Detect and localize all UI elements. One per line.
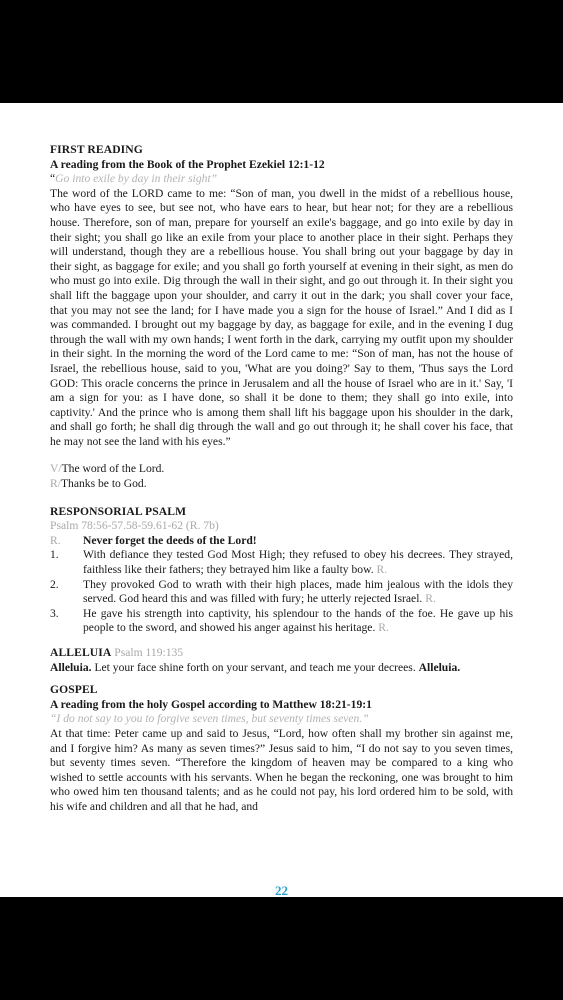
verse-body <box>83 548 513 577</box>
alleluia-reference: Psalm 119:135 <box>114 646 184 659</box>
verse-body <box>83 607 513 636</box>
gospel-heading: GOSPEL <box>50 683 98 697</box>
psalm-response <box>50 534 513 549</box>
alleluia-verse <box>50 661 513 676</box>
alleluia-text: Let your face shine forth on your servant, and teach me your decrees. <box>91 660 419 674</box>
first-reading-heading: FIRST READING <box>50 143 143 156</box>
gospel-body: At that time: Peter came up and said to Jesus, “Lord, how often shall my brother sin against me, and I forgive him? As many as seven times?” Jesus said to him, “I do not say to you seven times, but seventy times seven. “Therefore the kingdom of heaven may be compared to a king who wished to settle accounts with his servants. When he began the reckoning, one was brought to him who owed him ten thousand talents; and as he could not pay, his lord ordered him to be sold, with his wife and children and all that he had, and <box>50 726 513 813</box>
verse-number: 3. <box>50 606 59 620</box>
verse-body <box>83 578 513 607</box>
verse-text: With defiance they tested God Most High; they refused to obey his decrees. They strayed, faithless like their fathers; they betrayed him like a faulty bow. <box>83 548 513 577</box>
alleluia-header <box>50 646 513 661</box>
verse-response-marker: R. <box>378 621 389 635</box>
verse-text: They provoked God to wrath with their high places, made him jealous with the idols they served. God heard this and was filled with fury; he utterly rejected Israel. <box>83 577 513 606</box>
first-reading-body: The word of the LORD came to me: “Son of man, you dwell in the midst of a rebellious house, who have eyes to see, but see not, who have ears to hear, but hear not; for they are a rebellious house. Therefore, son of man, prepare for yourself an exile's baggage, and go into exile by day in their sight; you shall go like an exile from your place to another place in their sight. Perhaps they will understand, though they are a rebellious house. You shall bring out your baggage by day in their sight, as baggage for exile; and you shall go forth yourself at evening in their sight, as men do who must go into exile. Dig through the wall in their sight, and go out through it. In their sight you shall lift the baggage upon your shoulder, and carry it out in the dark; you shall cover your face, that you may not see the land; for I have made you a sign for the house of Israel.” And I did as I was commanded. I brought out my baggage by day, as baggage for exile, and in the evening I dug through the wall with my own hands; I went forth in the dark, carrying my outfit upon my shoulder in their sight. In the morning the word of the Lord came to me: “Son of man, has not the house of Israel, the rebellious house, said to you, 'What are you doing?' Say to them, 'Thus says the Lord GOD: This oracle concerns the prince in Jerusalem and all the house of Israel who are in it.' Say, 'I am a sign for you: as I have done, so shall it be done to them; they shall go into exile, into captivity.' And the prince who is among them shall lift his baggage upon his shoulder in the dark, and shall go forth; he shall dig through the wall and go out through it; he shall cover his face, that he may not see the land with his eyes.” <box>50 186 513 448</box>
document-page <box>0 103 563 897</box>
gospel-antiphon: “I do not say to you to forgive seven times, but seventy times seven.” <box>50 712 369 726</box>
psalm-verse <box>50 607 513 636</box>
psalm-heading: RESPONSORIAL PSALM <box>50 504 187 518</box>
response-line <box>50 477 513 492</box>
alleluia-heading: ALLELUIA <box>50 646 112 659</box>
page-number: 22 <box>275 883 288 897</box>
verse-number: 2. <box>50 577 59 591</box>
first-reading-title: A reading from the Book of the Prophet Ezekiel 12:1-12 <box>50 157 325 171</box>
alleluia-lead: Alleluia. <box>50 660 92 674</box>
verse-response-marker: R. <box>425 592 436 606</box>
psalm-verse <box>50 548 513 577</box>
reading-content <box>50 143 513 815</box>
alleluia-tail: Alleluia. <box>418 660 461 674</box>
verse-text: He gave his strength into captivity, his splendour to the hands of the foe. He gave up his people to the sword, and showed his anger against his heritage. <box>83 606 513 635</box>
verse-number: 1. <box>50 548 59 562</box>
gospel-title: A reading from the holy Gospel according to Matthew 18:21-19:1 <box>50 697 372 711</box>
psalm-response-text: Never forget the deeds of the Lord! <box>83 533 257 547</box>
versicle-line <box>50 462 513 477</box>
versicle-marker: V/ <box>50 462 62 476</box>
psalm-verse <box>50 578 513 607</box>
versicle-text: The word of the Lord. <box>61 462 165 476</box>
psalm-reference: Psalm 78:56-57.58-59.61-62 (R. 7b) <box>50 519 219 533</box>
antiphon-quote: “ <box>50 172 56 186</box>
psalm-response-marker: R. <box>50 533 61 547</box>
response-marker: R/ <box>50 477 61 491</box>
response-text: Thanks be to God. <box>60 477 147 491</box>
antiphon-text: Go into exile by day in their sight” <box>55 172 218 186</box>
verse-response-marker: R. <box>376 563 388 577</box>
first-reading-antiphon <box>50 172 513 187</box>
